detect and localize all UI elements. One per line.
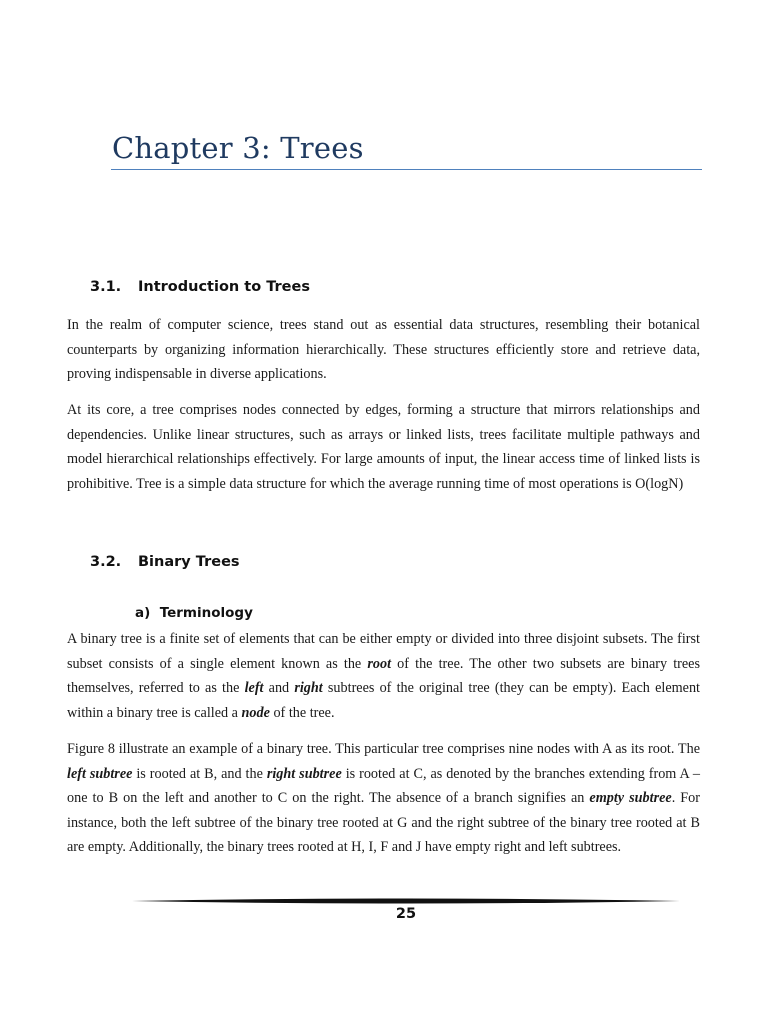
figure-description-paragraph: [67, 737, 700, 860]
term-right-subtree: right subtree: [266, 765, 342, 782]
text-run: is rooted at C, as denoted by the branches extending from A – one to B on the left and another to C on the right. The absence of a branch signifies an: [67, 765, 701, 806]
term-right: right: [294, 680, 323, 696]
subsection-label: a): [135, 605, 151, 621]
term-left: left: [244, 680, 264, 696]
section-number: 3.2.: [90, 554, 122, 570]
section-title: Introduction to Trees: [138, 279, 310, 295]
term-root: root: [367, 655, 392, 672]
section-heading-intro: [90, 279, 310, 295]
text-run: A binary tree is a finite set of elements that can be either empty or divided into three disjoint subsets. The first subset consists of a single element known as the: [67, 631, 700, 672]
text-run: of the tree.: [269, 704, 335, 721]
page-number: 25: [395, 906, 417, 922]
text-run: . For instance, both the left subtree of the binary tree rooted at G and the right subtree of the binary tree rooted at B are empty. Additionally, the binary trees rooted at H, I, F and J have empty right and left subtrees.: [67, 790, 700, 855]
section-number: 3.1.: [90, 279, 122, 295]
text-run: subtrees of the original tree (they can be empty). Each element within a binary tree is called a: [67, 680, 700, 721]
intro-paragraph-2: At its core, a tree comprises nodes connected by edges, forming a structure that mirrors relationships and dependencies. Unlike linear structures, such as arrays or linked lists, trees facilitate multiple pathways and model hierarchical relationships effectively. For large amounts of input, the linear access time of linked lists is prohibitive. Tree is a simple data structure for which the average running time of most operations is O(logN): [67, 402, 700, 492]
text-run: of the tree. The other two subsets are binary trees themselves, referred to as the: [67, 655, 700, 696]
chapter-title: Chapter 3: Trees: [112, 131, 364, 165]
term-node: node: [241, 704, 270, 721]
term-left-subtree: left subtree: [67, 765, 133, 782]
subsection-title: Terminology: [159, 605, 253, 621]
text-run: Figure 8 illustrate an example of a binary tree. This particular tree comprises nine nodes with A as its root. The: [67, 741, 700, 757]
footer-divider: [132, 897, 680, 905]
term-empty-subtree: empty subtree: [589, 790, 672, 806]
subsection-heading-terminology: [135, 605, 253, 621]
text-run: and: [263, 680, 295, 696]
intro-paragraph-1: In the realm of computer science, trees stand out as essential data structures, resembling their botanical counterparts by organizing information hierarchically. These structures efficiently store and retrieve data, proving indispensable in diverse applications.: [67, 317, 700, 382]
section-heading-binary-trees: [90, 554, 240, 570]
title-underline: [111, 169, 702, 170]
terminology-paragraph: [67, 627, 700, 725]
text-run: is rooted at B, and the: [132, 765, 267, 782]
section-title: Binary Trees: [138, 554, 240, 570]
